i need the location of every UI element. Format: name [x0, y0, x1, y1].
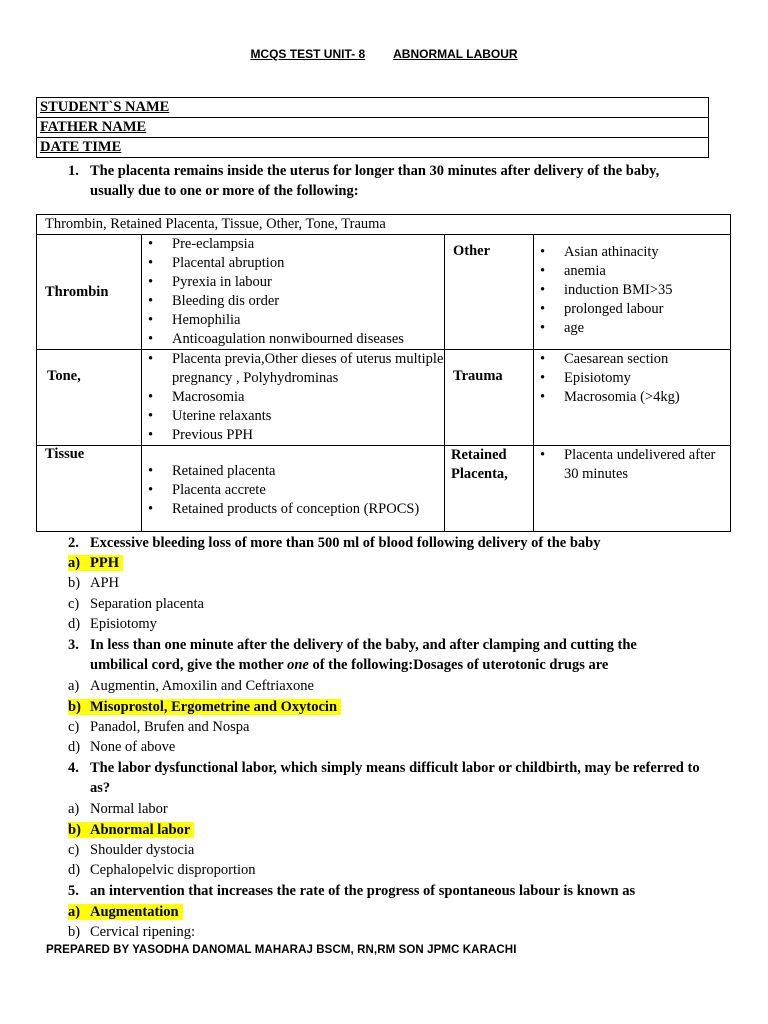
- retained-placenta-label: Retained Placenta,: [445, 446, 534, 532]
- q4-option-a: a) Normal labor: [68, 801, 168, 817]
- tissue-label: Tissue: [37, 446, 142, 532]
- footer-credit: PREPARED BY YASODHA DANOMAL MAHARAJ BSCM, RN,RM SON JPMC KARACHI: [46, 944, 517, 956]
- q5-option-a: a) Augmentation: [68, 902, 183, 922]
- q2-option-c: c) Separation placenta: [68, 596, 204, 612]
- list-item: • Macrosomia: [168, 388, 444, 407]
- question-1-text: The placenta remains inside the uterus for longer than 30 minutes after delivery of the baby, usually due to one or more of the following:: [90, 163, 660, 199]
- list-item: • Macrosomia (>4kg): [560, 388, 730, 407]
- table-title: Thrombin, Retained Placenta, Tissue, Other, Tone, Trauma: [37, 215, 731, 235]
- trauma-list: [534, 350, 730, 407]
- q4-option-d: d) Cephalopelvic disproportion: [68, 862, 256, 878]
- retained-list: [534, 446, 730, 484]
- unit-title: MCQS TEST UNIT- 8: [250, 47, 366, 61]
- thrombin-label: Thrombin: [37, 235, 142, 350]
- tone-label: Tone,: [37, 350, 142, 446]
- list-item: • Placenta undelivered after 30 minutes: [560, 446, 730, 484]
- question-2-text: Excessive bleeding loss of more than 500 ml of blood following delivery of the baby: [90, 535, 601, 551]
- q4-option-b: b) Abnormal labor: [68, 820, 194, 840]
- list-item: • Episiotomy: [560, 369, 730, 388]
- topic-title: ABNORMAL LABOUR: [393, 47, 518, 61]
- trauma-label: Trauma: [445, 350, 534, 446]
- student-name-field: STUDENT`S NAME: [37, 98, 709, 118]
- list-item: • Pyrexia in labour: [168, 273, 444, 292]
- list-item: • Placenta previa,Other dieses of uterus multiple pregnancy , Polyhydrominas: [168, 350, 444, 388]
- list-item: • Retained products of conception (RPOCS): [168, 500, 444, 519]
- q3-option-d: d) None of above: [68, 739, 176, 755]
- q4-option-c: c) Shoulder dystocia: [68, 842, 195, 858]
- question-5-text: an intervention that increases the rate of the progress of spontaneous labour is known as: [90, 883, 636, 899]
- causes-table: [36, 214, 731, 532]
- trauma-cell: [534, 350, 731, 446]
- date-time-field: DATE TIME: [37, 138, 709, 158]
- list-item: • prolonged labour: [560, 300, 730, 319]
- list-item: • Asian athinacity: [560, 243, 730, 262]
- list-item: • Pre-eclampsia: [168, 235, 444, 254]
- question-4-text: The labor dysfunctional labor, which simply means difficult labor or childbirth, may be referred to as?: [90, 760, 700, 796]
- question-3-text: In less than one minute after the delivery of the baby, and after clamping and cutting the umbilical cord, give the mother one of the following:Dosages of uterotonic drugs are: [90, 637, 637, 673]
- list-item: • age: [560, 319, 730, 338]
- q2-option-b: b) APH: [68, 575, 120, 591]
- list-item: • Placenta accrete: [168, 481, 444, 500]
- q3-option-c: c) Panadol, Brufen and Nospa: [68, 719, 250, 735]
- q2-option-a: a) PPH: [68, 553, 123, 573]
- other-list: [534, 243, 730, 338]
- tone-cell: [142, 350, 445, 446]
- list-item: • Retained placenta: [168, 462, 444, 481]
- tissue-cell: [142, 446, 445, 532]
- list-item: • Uterine relaxants: [168, 407, 444, 426]
- tissue-list: [142, 462, 444, 519]
- q3-option-a: a) Augmentin, Amoxilin and Ceftriaxone: [68, 678, 314, 694]
- list-item: • anemia: [560, 262, 730, 281]
- tone-list: [142, 350, 444, 445]
- other-cell: [534, 235, 731, 350]
- q3-option-b: b) Misoprostol, Ergometrine and Oxytocin: [68, 697, 341, 717]
- list-item: • Hemophilia: [168, 311, 444, 330]
- q2-option-d: d) Episiotomy: [68, 616, 157, 632]
- thrombin-list: [142, 235, 444, 349]
- thrombin-cell: [142, 235, 445, 350]
- list-item: • Bleeding dis order: [168, 292, 444, 311]
- list-item: • Previous PPH: [168, 426, 444, 445]
- list-item: • Placental abruption: [168, 254, 444, 273]
- other-label: Other: [445, 235, 534, 350]
- retained-cell: [534, 446, 731, 532]
- page-header: [0, 47, 768, 61]
- list-item: • Anticoagulation nonwibourned diseases: [168, 330, 444, 349]
- q5-option-b: b) Cervical ripening:: [68, 924, 196, 940]
- list-item: • Caesarean section: [560, 350, 730, 369]
- student-info-table: [36, 97, 709, 158]
- list-item: • induction BMI>35: [560, 281, 730, 300]
- father-name-field: FATHER NAME: [37, 118, 709, 138]
